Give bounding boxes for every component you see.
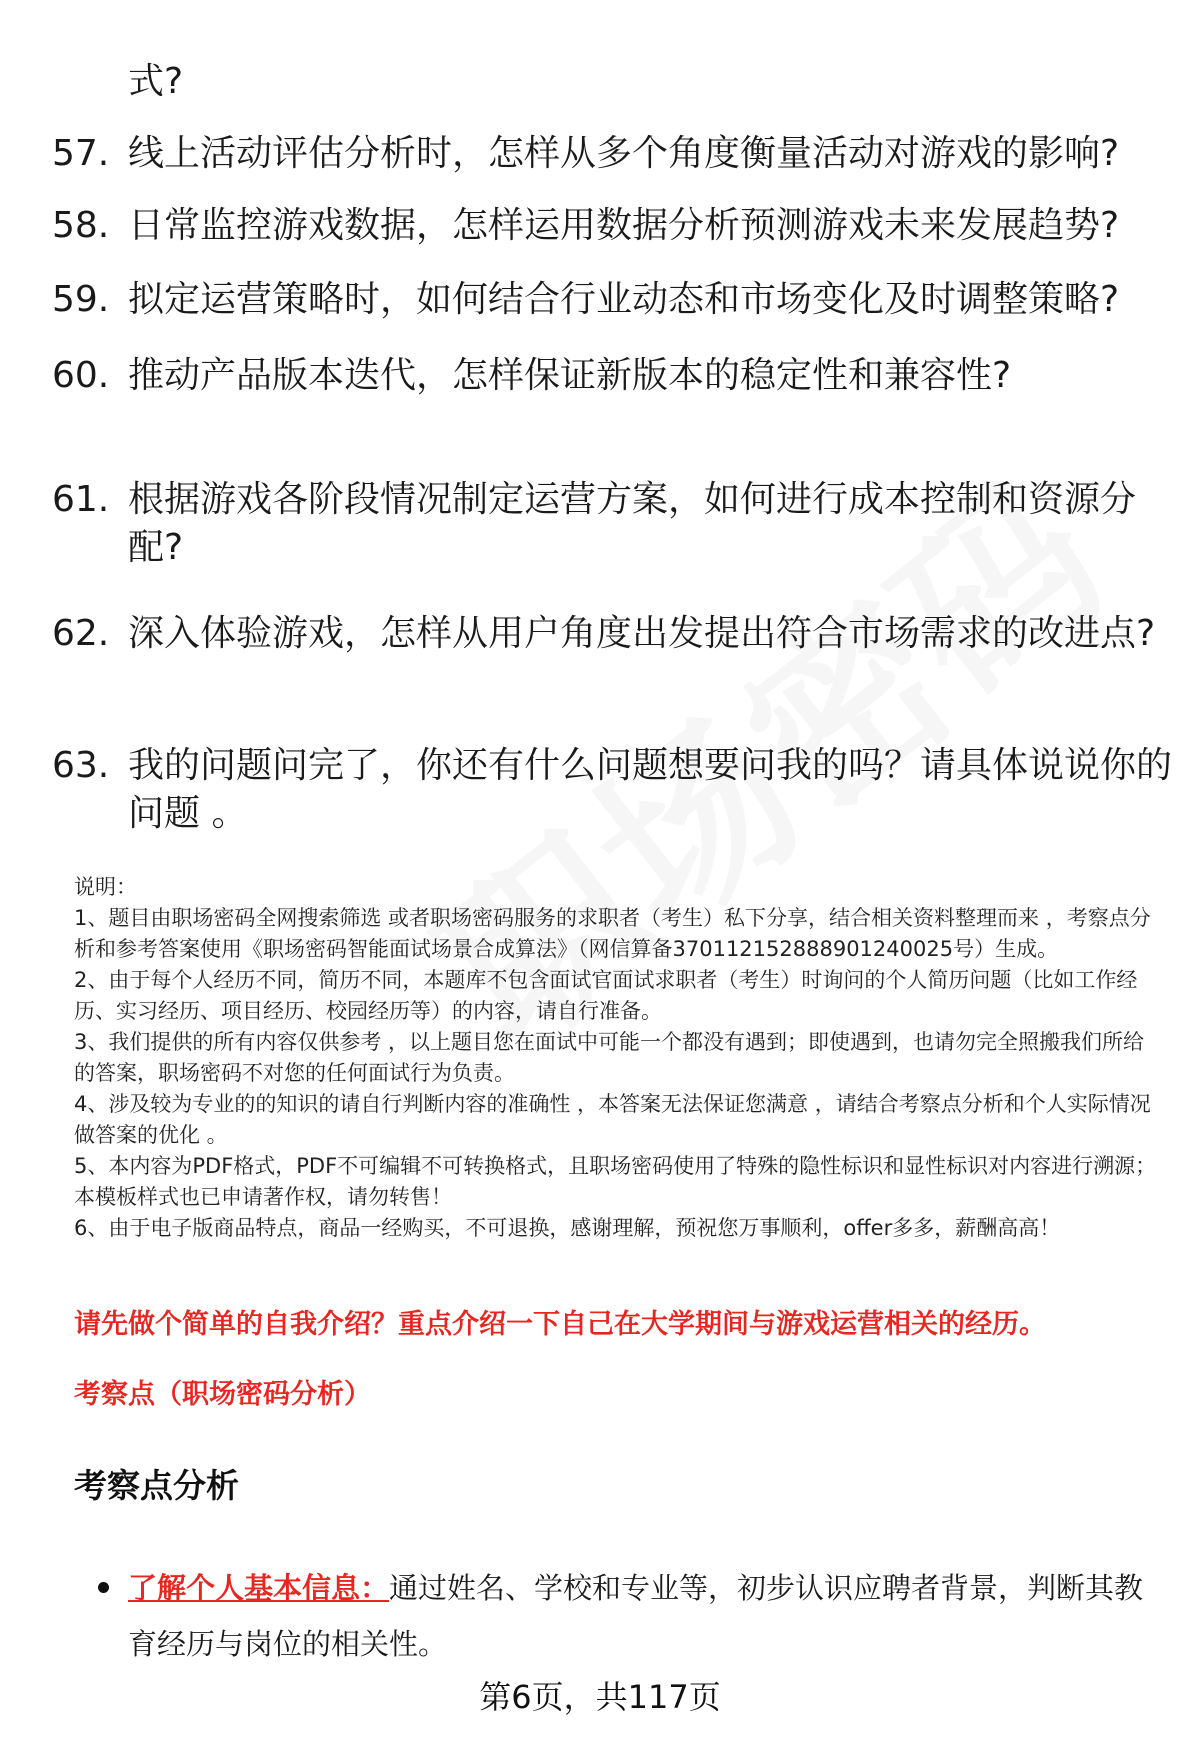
question-number: 61. [52,479,110,520]
bullet-label: 了解个人基本信息： [128,1571,390,1605]
featured-subheading: 考察点（职场密码分析） [74,1379,371,1410]
featured-question: 请先做个简单的自我介绍？重点介绍一下自己在大学期间与游戏运营相关的经历。 [74,1309,1046,1340]
note-line: 1、题目由职场密码全网搜索筛选 或者职场密码服务的求职者（考生）私下分享，结合相关资料整理而来 ，考察点分析和参考答案使用《职场密码智能面试场景合成算法》（网信算备370112152888901240025号）生成。 [74,906,1151,961]
note-line: 2、由于每个人经历不同，简历不同，本题库不包含面试官面试求职者（考生）时询问的个人简历问题（比如工作经历、实习经历、项目经历、校园经历等）的内容，请自行准备。 [74,968,1138,1023]
question-text: 推动产品版本迭代，怎样保证新版本的稳定性和兼容性? [128,355,1012,396]
question-text: 我的问题问完了，你还有什么问题想要问我的吗？请具体说说你的问题 。 [128,745,1173,834]
question-text: 拟定运营策略时，如何结合行业动态和市场变化及时调整策略? [128,279,1120,320]
question-number: 59. [52,279,110,320]
notes-section [74,872,1164,1244]
page-footer: 第6页，共117页 [479,1678,721,1716]
question-number: 63. [52,745,110,786]
question-text: 日常监控游戏数据，怎样运用数据分析预测游戏未来发展趋势? [128,205,1120,246]
question-number: 62. [52,613,110,654]
note-line: 5、本内容为PDF格式，PDF不可编辑不可转换格式，且职场密码使用了特殊的隐性标识和显性标识对内容进行溯源；本模板样式也已申请著作权，请勿转售！ [74,1154,1157,1209]
question-text: 线上活动评估分析时，怎样从多个角度衡量活动对游戏的影响? [128,133,1120,174]
note-line: 3、我们提供的所有内容仅供参考 ，以上题目您在面试中可能一个都没有遇到；即使遇到，也请勿完全照搬我们所给的答案，职场密码不对您的任何面试行为负责。 [74,1030,1145,1085]
question-number: 60. [52,355,110,396]
question-number: 58. [52,205,110,246]
note-line: 4、涉及较为专业的的知识的请自行判断内容的准确性 ，本答案无法保证您满意 ，请结合考察点分析和个人实际情况做答案的优化 。 [74,1092,1151,1147]
analysis-bullet [128,1560,1148,1672]
notes-title: 说明： [74,875,137,899]
question-number: 57. [52,133,110,174]
note-line: 6、由于电子版商品特点，商品一经购买，不可退换，感谢理解，预祝您万事顺利，offer多多，薪酬高高！ [74,1216,1061,1240]
bullet-dot-icon [98,1582,109,1593]
question-text: 深入体验游戏，怎样从用户角度出发提出符合市场需求的改进点? [128,613,1156,654]
bullet-text: 通过姓名、学校和专业等，初步认识应聘者背景，判断其教育经历与岗位的相关性。 [128,1571,1144,1661]
question-text: 根据游戏各阶段情况制定运营方案，如何进行成本控制和资源分配? [128,479,1137,568]
analysis-heading: 考察点分析 [74,1466,239,1505]
question-continuation: 式? [128,61,184,102]
